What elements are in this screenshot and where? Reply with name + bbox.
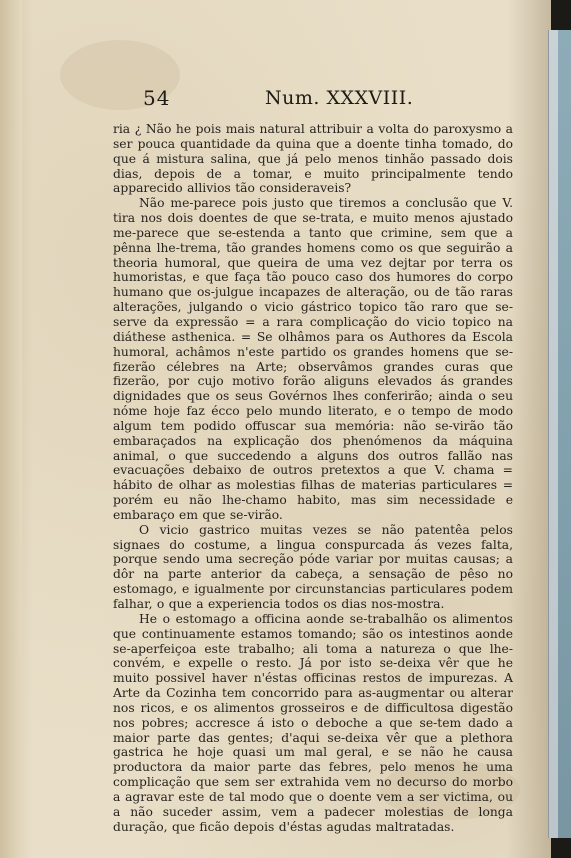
- paragraph: ria ¿ Não he pois mais natural attribuir a volta do paroxysmo a ser pouca quantidade da quina que a doente tinha tomado, do que á mistura salina, que já pelo menos tinhão passado dois dias, depois de a tomar, e muito principalmente tendo apparecido allivios tão consideraveis?: [113, 122, 513, 196]
- page-gutter: [0, 0, 22, 858]
- calibration-color-patch: [558, 30, 571, 838]
- paragraph: Não me-parece pois justo que tiremos a conclusão que V. tira nos dois doentes de que se-trata, e muito menos ajustado me-parece que se-estenda a tanto que crimine, sem que a pênna lhe-trema, tão grandes homens como os que seguirão a theoria humoral, que queira de uma vez dejtar por terra os humoristas, e que faça tão pouco caso dos humores do corpo humano que os-julgue incapazes de alteração, ou de tão raras alterações, julgando o vicio gástrico topico tão raro que se-serve da expressão = a rara complicação do vicio topico na diáthese asthenica. = Se olhâmos para os Authores da Escola humoral, achâmos n'este partido os grandes homens que se-fizerão célebres na Arte; observâmos grandes curas que fizerão, por cujo motivo forão aliguns elevados ás grandes dignidades que os seus Govérnos lhes conferirão; ainda o seu nóme hoje faz écco pelo mundo literato, e o tempo de modo algum tem podido offuscar sua memória: não se-virão tão embaraçados na explicação dos phenómenos da máquina animal, o que succedendo a alguns dos outros fallão nas evacuações debaixo de outros pretextos a que V. chama = hábito de olhar as molestias filhas de materias particulares = porém eu não lhe-chamo habito, mas sim necessidade e embaraço em que se-virão.: [113, 196, 513, 522]
- scan-calibration-strip: [548, 30, 571, 838]
- body-text: [113, 122, 513, 835]
- paragraph: O vicio gastrico muitas vezes se não patentêa pelos signaes do costume, a lingua conspurcada ás vezes falta, porque sendo uma secreção póde variar por muitas causas; a dôr na parte anterior da cabeça, a sensação de pêso no estomago, e igualmente por circunstancias particulares podem falhar, o que a experiencia todos os dias nos-mostra.: [113, 522, 513, 611]
- page-header: [143, 86, 521, 116]
- page-number: 54: [143, 86, 171, 110]
- paragraph: He o estomago a officina aonde se-trabalhão os alimentos que continuamente estamos tomando; são os intestinos aonde se-aperfeiçoa este trabalho; ali toma a natureza o que lhe-convém, e expelle o resto. Já por isto se-deixa vêr que he muito possivel haver n'éstas officinas restos de impurezas. A Arte da Cozinha tem concorrido para as-augmentar ou alterar nos ricos, e os alimentos grosseiros e de difficultosa digestão nos pobres; accresce á isto o deboche a que se-tem dado a maior parte das gentes; d'aqui se-deixa vêr que a plethora gastrica he hoje quasi um mal geral, e se não he causa productora da maior parte das febres, pelo menos he uma complicação que sem ser extrahida vem no decurso do morbo a agravar este de tal modo que o doente vem a ser victima, ou a não suceder assim, vem a padecer molestias de longa duração, que ficão depois d'éstas agudas maltratadas.: [113, 611, 513, 834]
- running-head: Num. XXXVIII.: [265, 87, 414, 109]
